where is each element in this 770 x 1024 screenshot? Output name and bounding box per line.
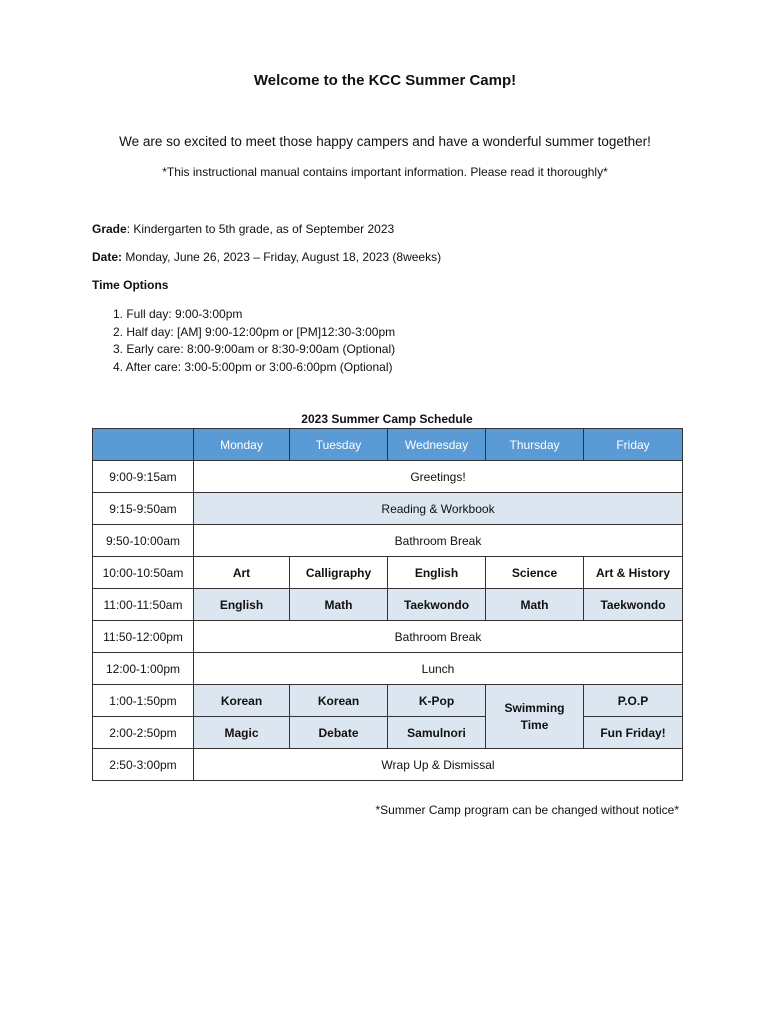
header-tuesday: Tuesday <box>290 429 388 461</box>
subject-cell: Korean <box>290 685 388 717</box>
time-options-label: Time Options <box>92 278 169 292</box>
list-item: 3. Early care: 8:00-9:00am or 8:30-9:00am (Optional) <box>113 342 396 356</box>
swimming-time-cell: Swimming Time <box>486 685 584 749</box>
bathroom-break-cell: Bathroom Break <box>194 621 683 653</box>
schedule-caption: 2023 Summer Camp Schedule <box>301 412 473 426</box>
subject-cell: Fun Friday! <box>584 717 683 749</box>
wrap-up-cell: Wrap Up & Dismissal <box>194 749 683 781</box>
time-cell: 9:50-10:00am <box>93 525 194 557</box>
schedule-table <box>92 428 683 781</box>
subject-cell: P.O.P <box>584 685 683 717</box>
date-label: Date: <box>92 250 123 264</box>
subject-cell: Samulnori <box>388 717 486 749</box>
subject-cell: Art & History <box>584 557 683 589</box>
time-cell: 1:00-1:50pm <box>93 685 194 717</box>
table-header-row <box>93 429 683 461</box>
time-options-heading <box>92 278 168 292</box>
page-title: Welcome to the KCC Summer Camp! <box>253 72 517 89</box>
subject-cell: Math <box>290 589 388 621</box>
table-row <box>93 525 683 557</box>
grade-label: Grade <box>92 222 127 236</box>
grade-line <box>92 222 394 236</box>
grade-value: : Kindergarten to 5th grade, as of September 2023 <box>126 222 395 236</box>
reading-cell: Reading & Workbook <box>194 493 683 525</box>
lunch-cell: Lunch <box>194 653 683 685</box>
instruction-note: *This instructional manual contains important information. Please read it thoroughly* <box>162 165 608 179</box>
table-row <box>93 653 683 685</box>
table-row <box>93 685 683 717</box>
bathroom-break-cell: Bathroom Break <box>194 525 683 557</box>
footer-note: *Summer Camp program can be changed without notice* <box>375 803 679 817</box>
table-row <box>93 461 683 493</box>
time-cell: 2:50-3:00pm <box>93 749 194 781</box>
subject-cell: English <box>194 589 290 621</box>
header-thursday: Thursday <box>486 429 584 461</box>
subject-cell: English <box>388 557 486 589</box>
list-item: 1. Full day: 9:00-3:00pm <box>113 307 243 321</box>
subject-cell: Taekwondo <box>388 589 486 621</box>
greetings-cell: Greetings! <box>194 461 683 493</box>
time-cell: 9:00-9:15am <box>93 461 194 493</box>
table-row <box>93 717 683 749</box>
header-monday: Monday <box>194 429 290 461</box>
table-row <box>93 749 683 781</box>
subject-cell: Science <box>486 557 584 589</box>
time-cell: 9:15-9:50am <box>93 493 194 525</box>
date-value: Monday, June 26, 2023 – Friday, August 18, 2023 (8weeks) <box>122 250 442 264</box>
subject-cell: Math <box>486 589 584 621</box>
list-item: 4. After care: 3:00-5:00pm or 3:00-6:00pm (Optional) <box>113 359 393 374</box>
welcome-subtitle: We are so excited to meet those happy campers and have a wonderful summer together! <box>119 134 651 149</box>
time-cell: 11:50-12:00pm <box>93 621 194 653</box>
time-cell: 12:00-1:00pm <box>93 653 194 685</box>
table-row <box>93 621 683 653</box>
subject-cell: K-Pop <box>388 685 486 717</box>
subject-cell: Debate <box>290 717 388 749</box>
subject-cell: Taekwondo <box>584 589 683 621</box>
time-cell: 2:00-2:50pm <box>93 717 194 749</box>
table-row <box>93 557 683 589</box>
subject-cell: Art <box>194 557 290 589</box>
date-line <box>92 250 441 264</box>
subject-cell: Calligraphy <box>290 557 388 589</box>
subject-cell: Korean <box>194 685 290 717</box>
time-cell: 11:00-11:50am <box>93 589 194 621</box>
time-cell: 10:00-10:50am <box>93 557 194 589</box>
subject-cell: Magic <box>194 717 290 749</box>
header-wednesday: Wednesday <box>388 429 486 461</box>
header-cell <box>93 429 194 461</box>
time-options-list <box>113 306 395 376</box>
table-row <box>93 589 683 621</box>
list-item: 2. Half day: [AM] 9:00-12:00pm or [PM]12:30-3:00pm <box>113 324 396 339</box>
header-friday: Friday <box>584 429 683 461</box>
table-row <box>93 493 683 525</box>
